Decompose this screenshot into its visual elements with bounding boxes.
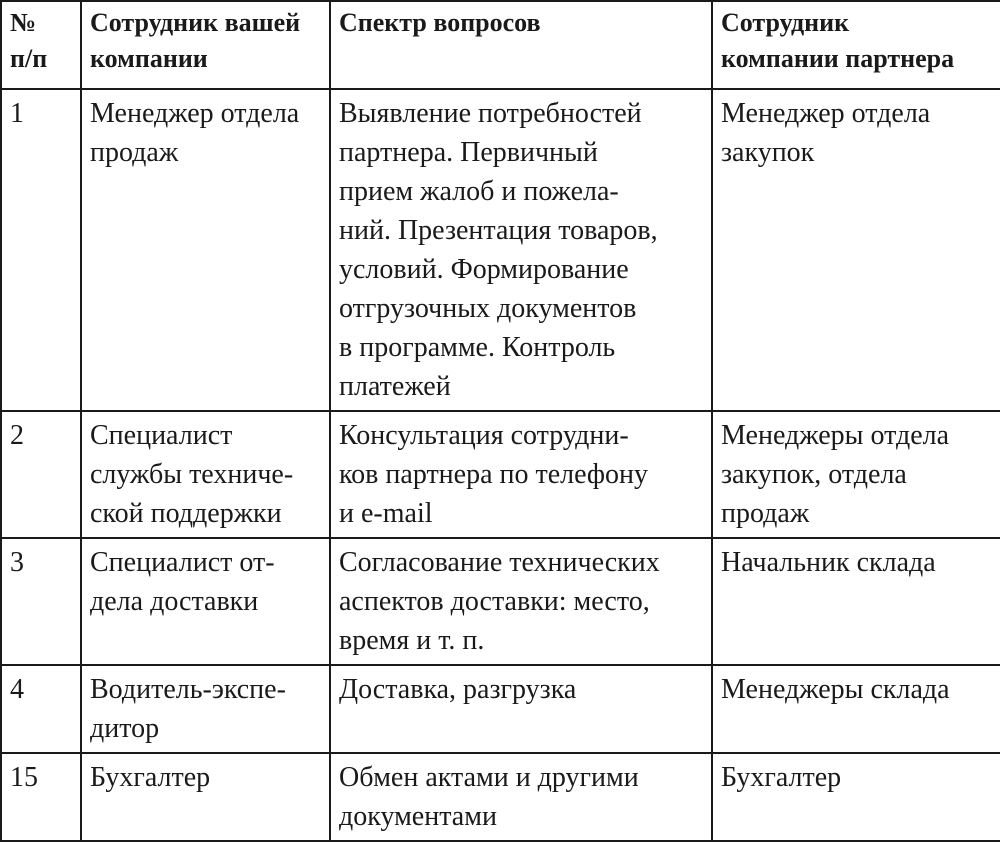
cell-employee bbox=[81, 665, 330, 753]
row-number: 2 bbox=[10, 420, 24, 451]
cell-issues bbox=[330, 538, 712, 665]
row-employee: Специалист от- дела доставки bbox=[90, 547, 275, 617]
cell-partner bbox=[712, 89, 1000, 411]
header-your-employee-text: Сотрудник вашей компании bbox=[90, 8, 301, 73]
cell-employee bbox=[81, 538, 330, 665]
header-issues-text: Спектр вопросов bbox=[339, 8, 541, 37]
cell-number bbox=[1, 538, 81, 665]
cell-issues bbox=[330, 665, 712, 753]
row-issues: Обмен актами и другими документами bbox=[339, 762, 639, 832]
header-partner-employee bbox=[712, 1, 1000, 89]
cell-number bbox=[1, 411, 81, 538]
cell-employee bbox=[81, 753, 330, 841]
header-number-text: № п/п bbox=[10, 8, 48, 73]
header-your-employee bbox=[81, 1, 330, 89]
row-number: 1 bbox=[10, 98, 24, 129]
header-issues bbox=[330, 1, 712, 89]
cell-issues bbox=[330, 753, 712, 841]
row-partner: Начальник склада bbox=[721, 547, 936, 578]
row-partner: Бухгалтер bbox=[721, 762, 842, 793]
row-issues: Консультация сотрудни- ков партнера по телефону и e-mail bbox=[339, 420, 649, 529]
header-number bbox=[1, 1, 81, 89]
cell-issues bbox=[330, 89, 712, 411]
cell-partner bbox=[712, 538, 1000, 665]
table-header-row bbox=[1, 1, 1000, 89]
cell-employee bbox=[81, 411, 330, 538]
row-partner: Менеджеры склада bbox=[721, 674, 950, 705]
cell-number bbox=[1, 665, 81, 753]
row-employee: Специалист службы техниче- ской поддержки bbox=[90, 420, 294, 529]
cell-number bbox=[1, 89, 81, 411]
cell-partner bbox=[712, 753, 1000, 841]
table-row bbox=[1, 753, 1000, 841]
row-number: 3 bbox=[10, 547, 24, 578]
row-employee: Бухгалтер bbox=[90, 762, 211, 793]
table-row bbox=[1, 665, 1000, 753]
table-row bbox=[1, 89, 1000, 411]
table-row bbox=[1, 538, 1000, 665]
cell-employee bbox=[81, 89, 330, 411]
row-number: 4 bbox=[10, 674, 24, 705]
header-partner-employee-text: Сотрудник компании партнера bbox=[721, 8, 955, 73]
cell-partner bbox=[712, 411, 1000, 538]
row-issues: Согласование технических аспектов доставки: место, время и т. п. bbox=[339, 547, 660, 656]
cell-issues bbox=[330, 411, 712, 538]
row-issues: Выявление потребностей партнера. Первичный прием жалоб и пожела- ний. Презентация товаров, условий. Формирование отгрузочных документов в программе. Контроль платежей bbox=[339, 98, 658, 402]
row-number: 15 bbox=[10, 762, 38, 793]
row-partner: Менеджер отдела закупок bbox=[721, 98, 931, 168]
row-partner: Менеджеры отдела закупок, отдела продаж bbox=[721, 420, 950, 529]
row-employee: Водитель-экспе- дитор bbox=[90, 674, 286, 744]
table-row bbox=[1, 411, 1000, 538]
cell-number bbox=[1, 753, 81, 841]
row-issues: Доставка, разгрузка bbox=[339, 674, 577, 705]
row-employee: Менеджер отдела продаж bbox=[90, 98, 300, 168]
cell-partner bbox=[712, 665, 1000, 753]
